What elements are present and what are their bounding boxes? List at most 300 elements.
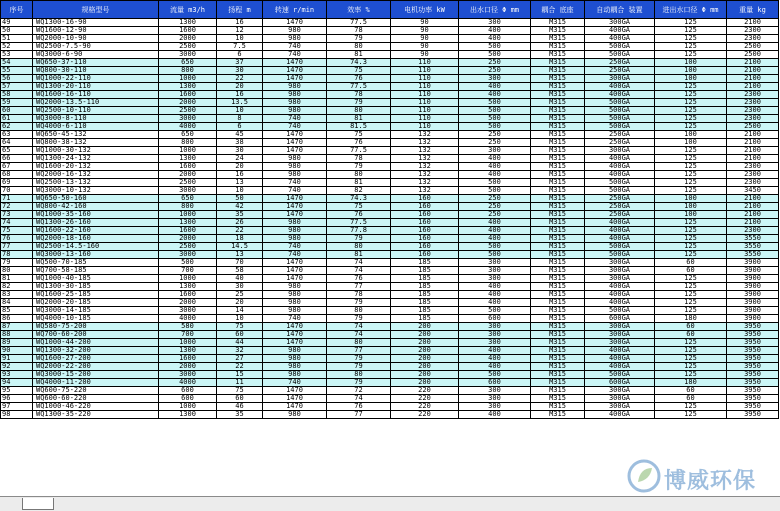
table-cell[interactable]: 1470 [263,139,327,147]
table-cell[interactable]: 74 [327,259,391,267]
table-cell[interactable]: 3950 [727,331,779,339]
table-cell[interactable]: 68 [1,171,33,179]
table-cell[interactable]: 58 [217,267,263,275]
table-cell[interactable]: 2500 [159,107,217,115]
table-cell[interactable]: 44 [217,339,263,347]
table-cell[interactable]: 27 [217,355,263,363]
table-cell[interactable]: 300 [459,339,531,347]
table-cell[interactable]: WQ1300-26-160 [33,219,159,227]
table-cell[interactable]: 980 [263,227,327,235]
table-cell[interactable]: 3900 [727,275,779,283]
table-cell[interactable]: 400 [459,299,531,307]
table-cell[interactable]: 400GA [585,347,655,355]
table-cell[interactable]: 250 [459,67,531,75]
table-cell[interactable]: 220 [391,395,459,403]
table-cell[interactable]: 740 [263,187,327,195]
table-cell[interactable]: 30 [217,67,263,75]
table-cell[interactable]: WQ650-50-160 [33,195,159,203]
table-cell[interactable]: 3000 [159,187,217,195]
table-cell[interactable]: 1470 [263,403,327,411]
table-cell[interactable]: 500 [459,115,531,123]
table-cell[interactable]: 125 [655,19,727,27]
table-cell[interactable]: 1470 [263,59,327,67]
table-cell[interactable]: WQ1000-46-220 [33,403,159,411]
table-cell[interactable]: 500GA [585,179,655,187]
table-cell[interactable]: M315 [531,59,585,67]
table-cell[interactable]: WQ1300-30-185 [33,283,159,291]
table-cell[interactable]: 400 [459,347,531,355]
table-cell[interactable]: WQ1300-24-132 [33,155,159,163]
table-cell[interactable]: 125 [655,243,727,251]
table-cell[interactable]: 180 [655,315,727,323]
table-cell[interactable]: WQ1000-40-185 [33,275,159,283]
table-cell[interactable]: WQ3000-15-200 [33,371,159,379]
table-cell[interactable]: 125 [655,275,727,283]
table-cell[interactable]: 46 [217,403,263,411]
table-cell[interactable]: 110 [391,83,459,91]
table-cell[interactable]: 125 [655,99,727,107]
table-cell[interactable]: 200 [391,331,459,339]
table-cell[interactable]: WQ600-60-220 [33,395,159,403]
table-cell[interactable]: 13 [217,179,263,187]
table-cell[interactable]: 79 [327,99,391,107]
table-cell[interactable]: 500 [459,243,531,251]
table-cell[interactable]: 1470 [263,19,327,27]
table-cell[interactable]: 2000 [159,235,217,243]
table-cell[interactable]: 2100 [727,19,779,27]
table-cell[interactable]: M315 [531,315,585,323]
table-cell[interactable]: 125 [655,27,727,35]
table-cell[interactable]: 500 [459,371,531,379]
table-cell[interactable]: 2300 [727,107,779,115]
table-cell[interactable]: 77.8 [327,227,391,235]
table-cell[interactable]: 3900 [727,267,779,275]
table-cell[interactable]: 2500 [159,43,217,51]
table-cell[interactable]: 35 [217,411,263,419]
table-cell[interactable]: 160 [391,227,459,235]
table-cell[interactable]: 94 [1,379,33,387]
table-cell[interactable]: 80 [327,371,391,379]
table-cell[interactable]: 78 [1,251,33,259]
table-cell[interactable]: 2300 [727,27,779,35]
table-cell[interactable]: 2500 [727,43,779,51]
table-cell[interactable]: 980 [263,299,327,307]
table-cell[interactable]: 300 [459,387,531,395]
table-cell[interactable]: 160 [391,203,459,211]
table-cell[interactable]: 1470 [263,259,327,267]
table-cell[interactable]: 3900 [727,291,779,299]
table-cell[interactable]: 60 [655,387,727,395]
table-cell[interactable]: 90 [391,43,459,51]
table-cell[interactable]: 1000 [159,211,217,219]
table-cell[interactable]: 2500 [159,179,217,187]
table-cell[interactable]: 100 [655,203,727,211]
table-cell[interactable]: 3950 [727,371,779,379]
table-cell[interactable]: 100 [655,59,727,67]
table-cell[interactable]: 600 [459,315,531,323]
table-cell[interactable]: 300GA [585,331,655,339]
table-cell[interactable]: M315 [531,203,585,211]
table-cell[interactable]: 500 [459,179,531,187]
table-cell[interactable]: 2100 [727,203,779,211]
table-cell[interactable]: 400 [459,363,531,371]
table-cell[interactable]: WQ580-75-200 [33,323,159,331]
table-cell[interactable]: 1300 [159,19,217,27]
table-cell[interactable]: M315 [531,323,585,331]
table-cell[interactable]: WQ3000-6-90 [33,51,159,59]
table-cell[interactable]: 740 [263,179,327,187]
table-cell[interactable]: M315 [531,363,585,371]
table-cell[interactable]: 81 [327,51,391,59]
table-cell[interactable]: M315 [531,283,585,291]
table-cell[interactable]: 2500 [159,243,217,251]
table-cell[interactable]: M315 [531,51,585,59]
table-cell[interactable]: 125 [655,339,727,347]
table-cell[interactable]: 400GA [585,27,655,35]
table-cell[interactable]: 1300 [159,411,217,419]
table-cell[interactable]: 10 [217,107,263,115]
table-cell[interactable]: M315 [531,99,585,107]
table-cell[interactable]: 400GA [585,291,655,299]
table-cell[interactable]: 650 [159,131,217,139]
table-cell[interactable]: M315 [531,299,585,307]
table-cell[interactable]: 200 [391,323,459,331]
table-cell[interactable]: 1470 [263,203,327,211]
table-cell[interactable]: WQ1000-44-200 [33,339,159,347]
table-cell[interactable]: 20 [217,163,263,171]
table-cell[interactable]: 200 [391,379,459,387]
table-cell[interactable]: 400GA [585,411,655,419]
table-cell[interactable]: 1300 [159,347,217,355]
table-cell[interactable]: 250 [459,203,531,211]
table-cell[interactable]: 740 [263,315,327,323]
table-cell[interactable]: M315 [531,243,585,251]
table-cell[interactable]: 500 [459,107,531,115]
table-cell[interactable]: M315 [531,307,585,315]
table-cell[interactable]: 600 [159,387,217,395]
table-cell[interactable]: WQ1600-22-160 [33,227,159,235]
table-cell[interactable]: WQ1300-35-220 [33,411,159,419]
table-cell[interactable]: 90 [391,27,459,35]
table-cell[interactable]: M315 [531,355,585,363]
table-cell[interactable]: 52 [1,43,33,51]
table-cell[interactable]: WQ650-37-110 [33,59,159,67]
table-cell[interactable]: 26 [217,219,263,227]
table-cell[interactable]: WQ500-70-185 [33,259,159,267]
table-cell[interactable]: 79 [327,299,391,307]
table-cell[interactable]: 300GA [585,395,655,403]
table-cell[interactable]: 90 [1,347,33,355]
table-cell[interactable]: 650 [159,195,217,203]
table-cell[interactable]: 185 [391,307,459,315]
table-cell[interactable]: 300 [459,275,531,283]
table-cell[interactable]: 14 [217,307,263,315]
table-cell[interactable]: 300GA [585,403,655,411]
table-cell[interactable]: 77 [327,283,391,291]
table-cell[interactable]: 90 [391,35,459,43]
table-cell[interactable]: 91 [1,355,33,363]
table-cell[interactable]: 1300 [159,283,217,291]
table-cell[interactable]: 73 [1,211,33,219]
table-cell[interactable]: 125 [655,411,727,419]
table-cell[interactable]: 740 [263,123,327,131]
table-cell[interactable]: M315 [531,211,585,219]
table-cell[interactable]: 500GA [585,115,655,123]
table-cell[interactable]: 160 [391,195,459,203]
table-cell[interactable]: M315 [531,387,585,395]
table-cell[interactable]: 125 [655,163,727,171]
table-cell[interactable]: 1470 [263,211,327,219]
table-cell[interactable]: 125 [655,347,727,355]
table-cell[interactable]: 110 [391,75,459,83]
table-cell[interactable]: 79 [327,355,391,363]
table-cell[interactable]: 125 [655,51,727,59]
table-cell[interactable]: 125 [655,403,727,411]
table-cell[interactable]: 110 [391,59,459,67]
table-cell[interactable]: M315 [531,379,585,387]
table-cell[interactable]: 132 [391,147,459,155]
table-cell[interactable]: 1470 [263,195,327,203]
table-cell[interactable]: 1600 [159,163,217,171]
table-cell[interactable]: 1600 [159,291,217,299]
table-cell[interactable]: 500 [459,123,531,131]
table-cell[interactable]: 81 [327,115,391,123]
table-cell[interactable]: M315 [531,83,585,91]
table-cell[interactable]: 980 [263,83,327,91]
table-cell[interactable]: 400 [459,219,531,227]
table-cell[interactable]: 77 [1,243,33,251]
table-cell[interactable]: 250GA [585,139,655,147]
table-cell[interactable]: 2100 [727,59,779,67]
table-cell[interactable]: 56 [1,75,33,83]
table-cell[interactable]: 200 [391,339,459,347]
table-cell[interactable]: 42 [217,203,263,211]
table-cell[interactable]: M315 [531,251,585,259]
table-cell[interactable]: 740 [263,115,327,123]
table-cell[interactable]: 2100 [727,75,779,83]
table-cell[interactable]: 400 [459,291,531,299]
table-cell[interactable]: 80 [327,107,391,115]
table-cell[interactable]: WQ1600-25-185 [33,291,159,299]
table-cell[interactable]: 79 [327,35,391,43]
table-cell[interactable]: M315 [531,19,585,27]
table-cell[interactable]: 110 [391,123,459,131]
table-cell[interactable]: 79 [327,379,391,387]
table-cell[interactable]: 72 [1,203,33,211]
table-cell[interactable]: 10 [217,315,263,323]
table-cell[interactable]: 400GA [585,355,655,363]
table-cell[interactable]: 980 [263,155,327,163]
table-cell[interactable]: 82 [327,187,391,195]
table-cell[interactable]: 2100 [727,219,779,227]
table-cell[interactable]: 980 [263,363,327,371]
table-cell[interactable]: 400GA [585,155,655,163]
table-cell[interactable]: 4000 [159,315,217,323]
table-cell[interactable]: 2100 [727,147,779,155]
table-cell[interactable]: 980 [263,371,327,379]
table-cell[interactable]: 59 [1,99,33,107]
table-cell[interactable]: 125 [655,219,727,227]
table-cell[interactable]: 300GA [585,275,655,283]
table-cell[interactable]: M315 [531,267,585,275]
table-cell[interactable]: 88 [1,331,33,339]
table-cell[interactable]: 2100 [727,67,779,75]
table-cell[interactable]: 580 [159,323,217,331]
table-cell[interactable]: 98 [1,411,33,419]
table-cell[interactable]: 300GA [585,339,655,347]
table-cell[interactable]: 60 [655,323,727,331]
table-cell[interactable]: 79 [327,235,391,243]
table-cell[interactable]: 300 [459,75,531,83]
table-cell[interactable]: 500 [459,251,531,259]
table-cell[interactable]: 980 [263,171,327,179]
table-cell[interactable]: WQ700-58-185 [33,267,159,275]
table-cell[interactable]: 3900 [727,299,779,307]
table-cell[interactable]: M315 [531,43,585,51]
table-cell[interactable]: 60 [655,267,727,275]
table-cell[interactable]: M315 [531,235,585,243]
table-cell[interactable]: 220 [391,411,459,419]
table-cell[interactable]: 57 [1,83,33,91]
table-cell[interactable]: 300GA [585,75,655,83]
table-cell[interactable]: 1000 [159,147,217,155]
table-cell[interactable]: 25 [217,291,263,299]
table-cell[interactable]: 3950 [727,355,779,363]
table-cell[interactable]: WQ1300-16-90 [33,19,159,27]
table-cell[interactable]: 3000 [159,115,217,123]
table-cell[interactable]: 500GA [585,251,655,259]
table-cell[interactable]: 200 [391,347,459,355]
table-cell[interactable]: WQ2000-10-90 [33,35,159,43]
table-cell[interactable]: 8 [217,115,263,123]
table-cell[interactable]: 125 [655,251,727,259]
table-cell[interactable]: 1470 [263,339,327,347]
table-cell[interactable]: 400 [459,163,531,171]
table-cell[interactable]: 125 [655,235,727,243]
table-cell[interactable]: 125 [655,291,727,299]
table-cell[interactable]: 980 [263,307,327,315]
table-cell[interactable]: 77 [327,347,391,355]
table-cell[interactable]: 67 [1,163,33,171]
table-cell[interactable]: M315 [531,35,585,43]
table-cell[interactable]: WQ1600-27-200 [33,355,159,363]
table-cell[interactable]: 3950 [727,363,779,371]
table-cell[interactable]: 10 [217,187,263,195]
table-cell[interactable]: 110 [391,67,459,75]
table-cell[interactable]: 132 [391,131,459,139]
table-cell[interactable]: 980 [263,99,327,107]
table-cell[interactable]: 200 [391,355,459,363]
table-cell[interactable]: 1470 [263,75,327,83]
table-cell[interactable]: 13 [217,251,263,259]
table-cell[interactable]: 500 [459,99,531,107]
table-cell[interactable]: 300 [459,323,531,331]
table-cell[interactable]: 12 [217,27,263,35]
table-cell[interactable]: WQ2000-20-185 [33,299,159,307]
table-cell[interactable]: M315 [531,411,585,419]
table-cell[interactable]: 250GA [585,211,655,219]
table-cell[interactable]: 2100 [727,83,779,91]
table-cell[interactable]: 55 [1,67,33,75]
table-cell[interactable]: 400GA [585,171,655,179]
table-cell[interactable]: 500 [459,187,531,195]
table-cell[interactable]: 60 [217,395,263,403]
table-cell[interactable]: 500GA [585,187,655,195]
table-cell[interactable]: M315 [531,275,585,283]
table-cell[interactable]: 45 [217,131,263,139]
table-cell[interactable]: WQ1300-32-200 [33,347,159,355]
table-cell[interactable]: M315 [531,139,585,147]
table-cell[interactable]: 75 [327,131,391,139]
table-cell[interactable]: 30 [217,147,263,155]
table-cell[interactable]: 740 [263,243,327,251]
table-cell[interactable]: 77.5 [327,147,391,155]
table-cell[interactable]: 500GA [585,307,655,315]
table-cell[interactable]: 300GA [585,267,655,275]
table-cell[interactable]: WQ600-75-220 [33,387,159,395]
table-cell[interactable]: 980 [263,283,327,291]
table-cell[interactable]: WQ700-60-200 [33,331,159,339]
table-cell[interactable]: 125 [655,107,727,115]
table-cell[interactable]: 20 [217,299,263,307]
table-cell[interactable]: M315 [531,27,585,35]
table-cell[interactable]: 2000 [159,99,217,107]
table-cell[interactable]: 980 [263,91,327,99]
table-cell[interactable]: 125 [655,355,727,363]
table-cell[interactable]: 80 [1,267,33,275]
table-cell[interactable]: WQ2500-13-132 [33,179,159,187]
table-cell[interactable]: 3550 [727,251,779,259]
table-cell[interactable]: M315 [531,395,585,403]
table-cell[interactable]: 100 [655,67,727,75]
table-cell[interactable]: WQ650-45-132 [33,131,159,139]
table-cell[interactable]: 74 [327,331,391,339]
table-cell[interactable]: 72 [327,387,391,395]
table-cell[interactable]: 15 [217,371,263,379]
table-cell[interactable]: 800 [159,139,217,147]
table-cell[interactable]: 125 [655,363,727,371]
table-cell[interactable]: 400GA [585,219,655,227]
table-cell[interactable]: 650 [159,59,217,67]
table-cell[interactable]: 22 [217,227,263,235]
table-cell[interactable]: 250GA [585,59,655,67]
table-cell[interactable]: 250 [459,195,531,203]
table-cell[interactable]: 30 [217,283,263,291]
table-cell[interactable]: 75 [1,227,33,235]
table-cell[interactable]: 62 [1,123,33,131]
table-cell[interactable]: WQ3000-14-185 [33,307,159,315]
table-cell[interactable]: 2000 [159,171,217,179]
table-cell[interactable]: 185 [391,267,459,275]
table-cell[interactable]: M315 [531,291,585,299]
table-cell[interactable]: 74 [1,219,33,227]
table-cell[interactable]: 54 [1,59,33,67]
table-cell[interactable]: 250 [459,139,531,147]
table-cell[interactable]: M315 [531,331,585,339]
table-cell[interactable]: 125 [655,171,727,179]
table-cell[interactable]: 13.5 [217,99,263,107]
table-cell[interactable]: 500GA [585,107,655,115]
table-cell[interactable]: 980 [263,27,327,35]
table-cell[interactable]: M315 [531,171,585,179]
table-cell[interactable]: 2100 [727,211,779,219]
table-cell[interactable]: 96 [1,395,33,403]
table-cell[interactable]: 110 [391,99,459,107]
table-cell[interactable]: 400 [459,171,531,179]
table-cell[interactable]: 60 [655,395,727,403]
table-cell[interactable]: 60 [217,331,263,339]
table-cell[interactable]: M315 [531,107,585,115]
